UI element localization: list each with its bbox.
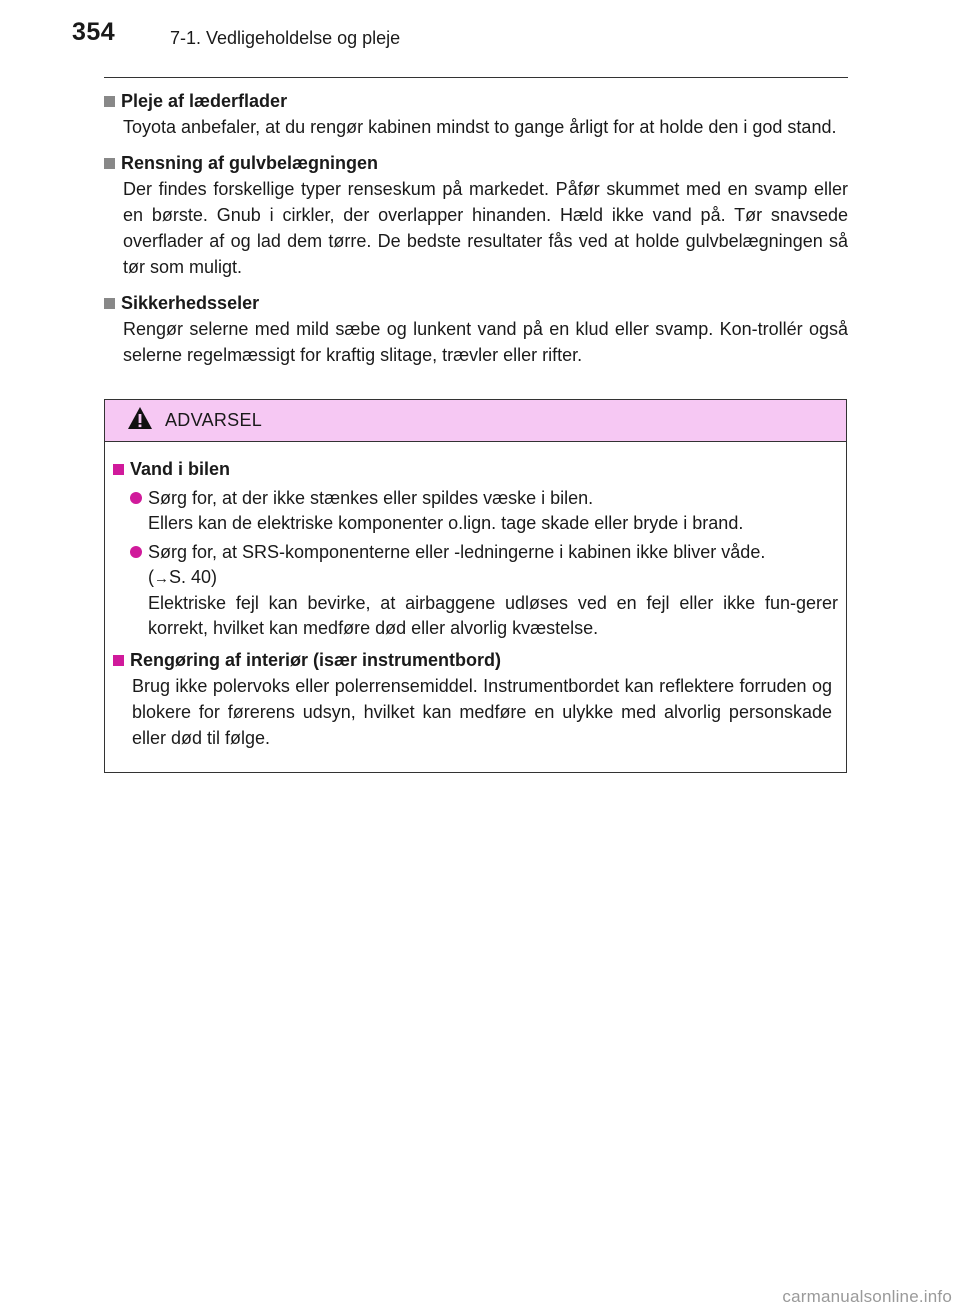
warning-body [105, 442, 846, 751]
bullet-text [148, 540, 838, 641]
section-heading [104, 88, 848, 114]
warning-title: ADVARSEL [165, 410, 263, 430]
square-bullet-icon [104, 158, 115, 169]
section-heading-text: Rensning af gulvbelægningen [121, 153, 379, 173]
bullet-line: Elektriske fejl kan bevirke, at airbaggene udløses ved en fejl eller ikke fun-gerer korrekt, hvilket kan medføre død eller alvorlig kvæstelse. [148, 593, 838, 638]
section-heading [104, 290, 848, 316]
square-bullet-icon [104, 298, 115, 309]
warning-heading-text: Rengøring af interiør (især instrumentbord) [130, 650, 502, 670]
section-seatbelts [104, 290, 848, 368]
warning-section-heading [113, 647, 838, 673]
page-number: 354 [72, 18, 116, 46]
page-reference [148, 565, 838, 591]
circle-bullet-icon [130, 492, 142, 504]
section-heading-text: Pleje af læderflader [121, 91, 288, 111]
section-body: Rengør selerne med mild sæbe og lunkent vand på en klud eller svamp. Kon-trollér også selerne regelmæssigt for kraftig slitage, trævler eller rifter. [123, 319, 848, 365]
footer-watermark: carmanualsonline.info [782, 1287, 952, 1306]
section-heading-text: Sikkerhedsseler [121, 293, 260, 313]
square-bullet-icon [113, 655, 124, 666]
warning-heading-text: Vand i bilen [130, 459, 231, 479]
warning-section-interior [113, 647, 838, 751]
warning-triangle-icon [127, 406, 153, 435]
warning-box [104, 399, 847, 773]
warning-section-heading [113, 456, 838, 482]
bullet-line: Ellers kan de elektriske komponenter o.lign. tage skade eller bryde i brand. [148, 513, 744, 533]
warning-bullet [130, 486, 838, 536]
bullet-text [148, 486, 743, 536]
chapter-title: 7-1. Vedligeholdelse og pleje [170, 28, 401, 48]
bullet-line: Sørg for, at SRS-komponenterne eller -ledningerne i kabinen ikke bliver våde. [148, 542, 766, 562]
section-body: Der findes forskellige typer renseskum på markedet. Påfør skummet med en svamp eller en børste. Gnub i cirkler, der overlapper hinanden. Hæld ikke vand på. Tør snavsede overflader af og lad dem tørre. De bedste resultater fås ved at holde gulvbelægningen så tør som muligt. [123, 179, 848, 277]
section-heading [104, 150, 848, 176]
reference-text: S. 40) [169, 567, 218, 587]
warning-header [105, 400, 846, 442]
section-floor-cleaning [104, 150, 848, 280]
circle-bullet-icon [130, 546, 142, 558]
header-divider [104, 77, 848, 78]
main-content [104, 88, 848, 378]
warning-bullet [130, 540, 838, 641]
section-body: Toyota anbefaler, at du rengør kabinen mindst to gange årligt for at holde den i god stand. [123, 117, 837, 137]
bullet-line: Sørg for, at der ikke stænkes eller spildes væske i bilen. [148, 488, 594, 508]
warning-section-body: Brug ikke polervoks eller polerrensemiddel. Instrumentbordet kan reflektere forruden og blokere for førerens udsyn, hvilket kan medføre en ulykke med alvorlig personskade eller død til følge. [132, 676, 832, 748]
section-leather-care [104, 88, 848, 140]
reference-open: ( [148, 567, 154, 587]
square-bullet-icon [104, 96, 115, 107]
warning-section-water [113, 456, 838, 641]
square-bullet-icon [113, 464, 124, 475]
arrow-right-icon: → [154, 570, 169, 587]
